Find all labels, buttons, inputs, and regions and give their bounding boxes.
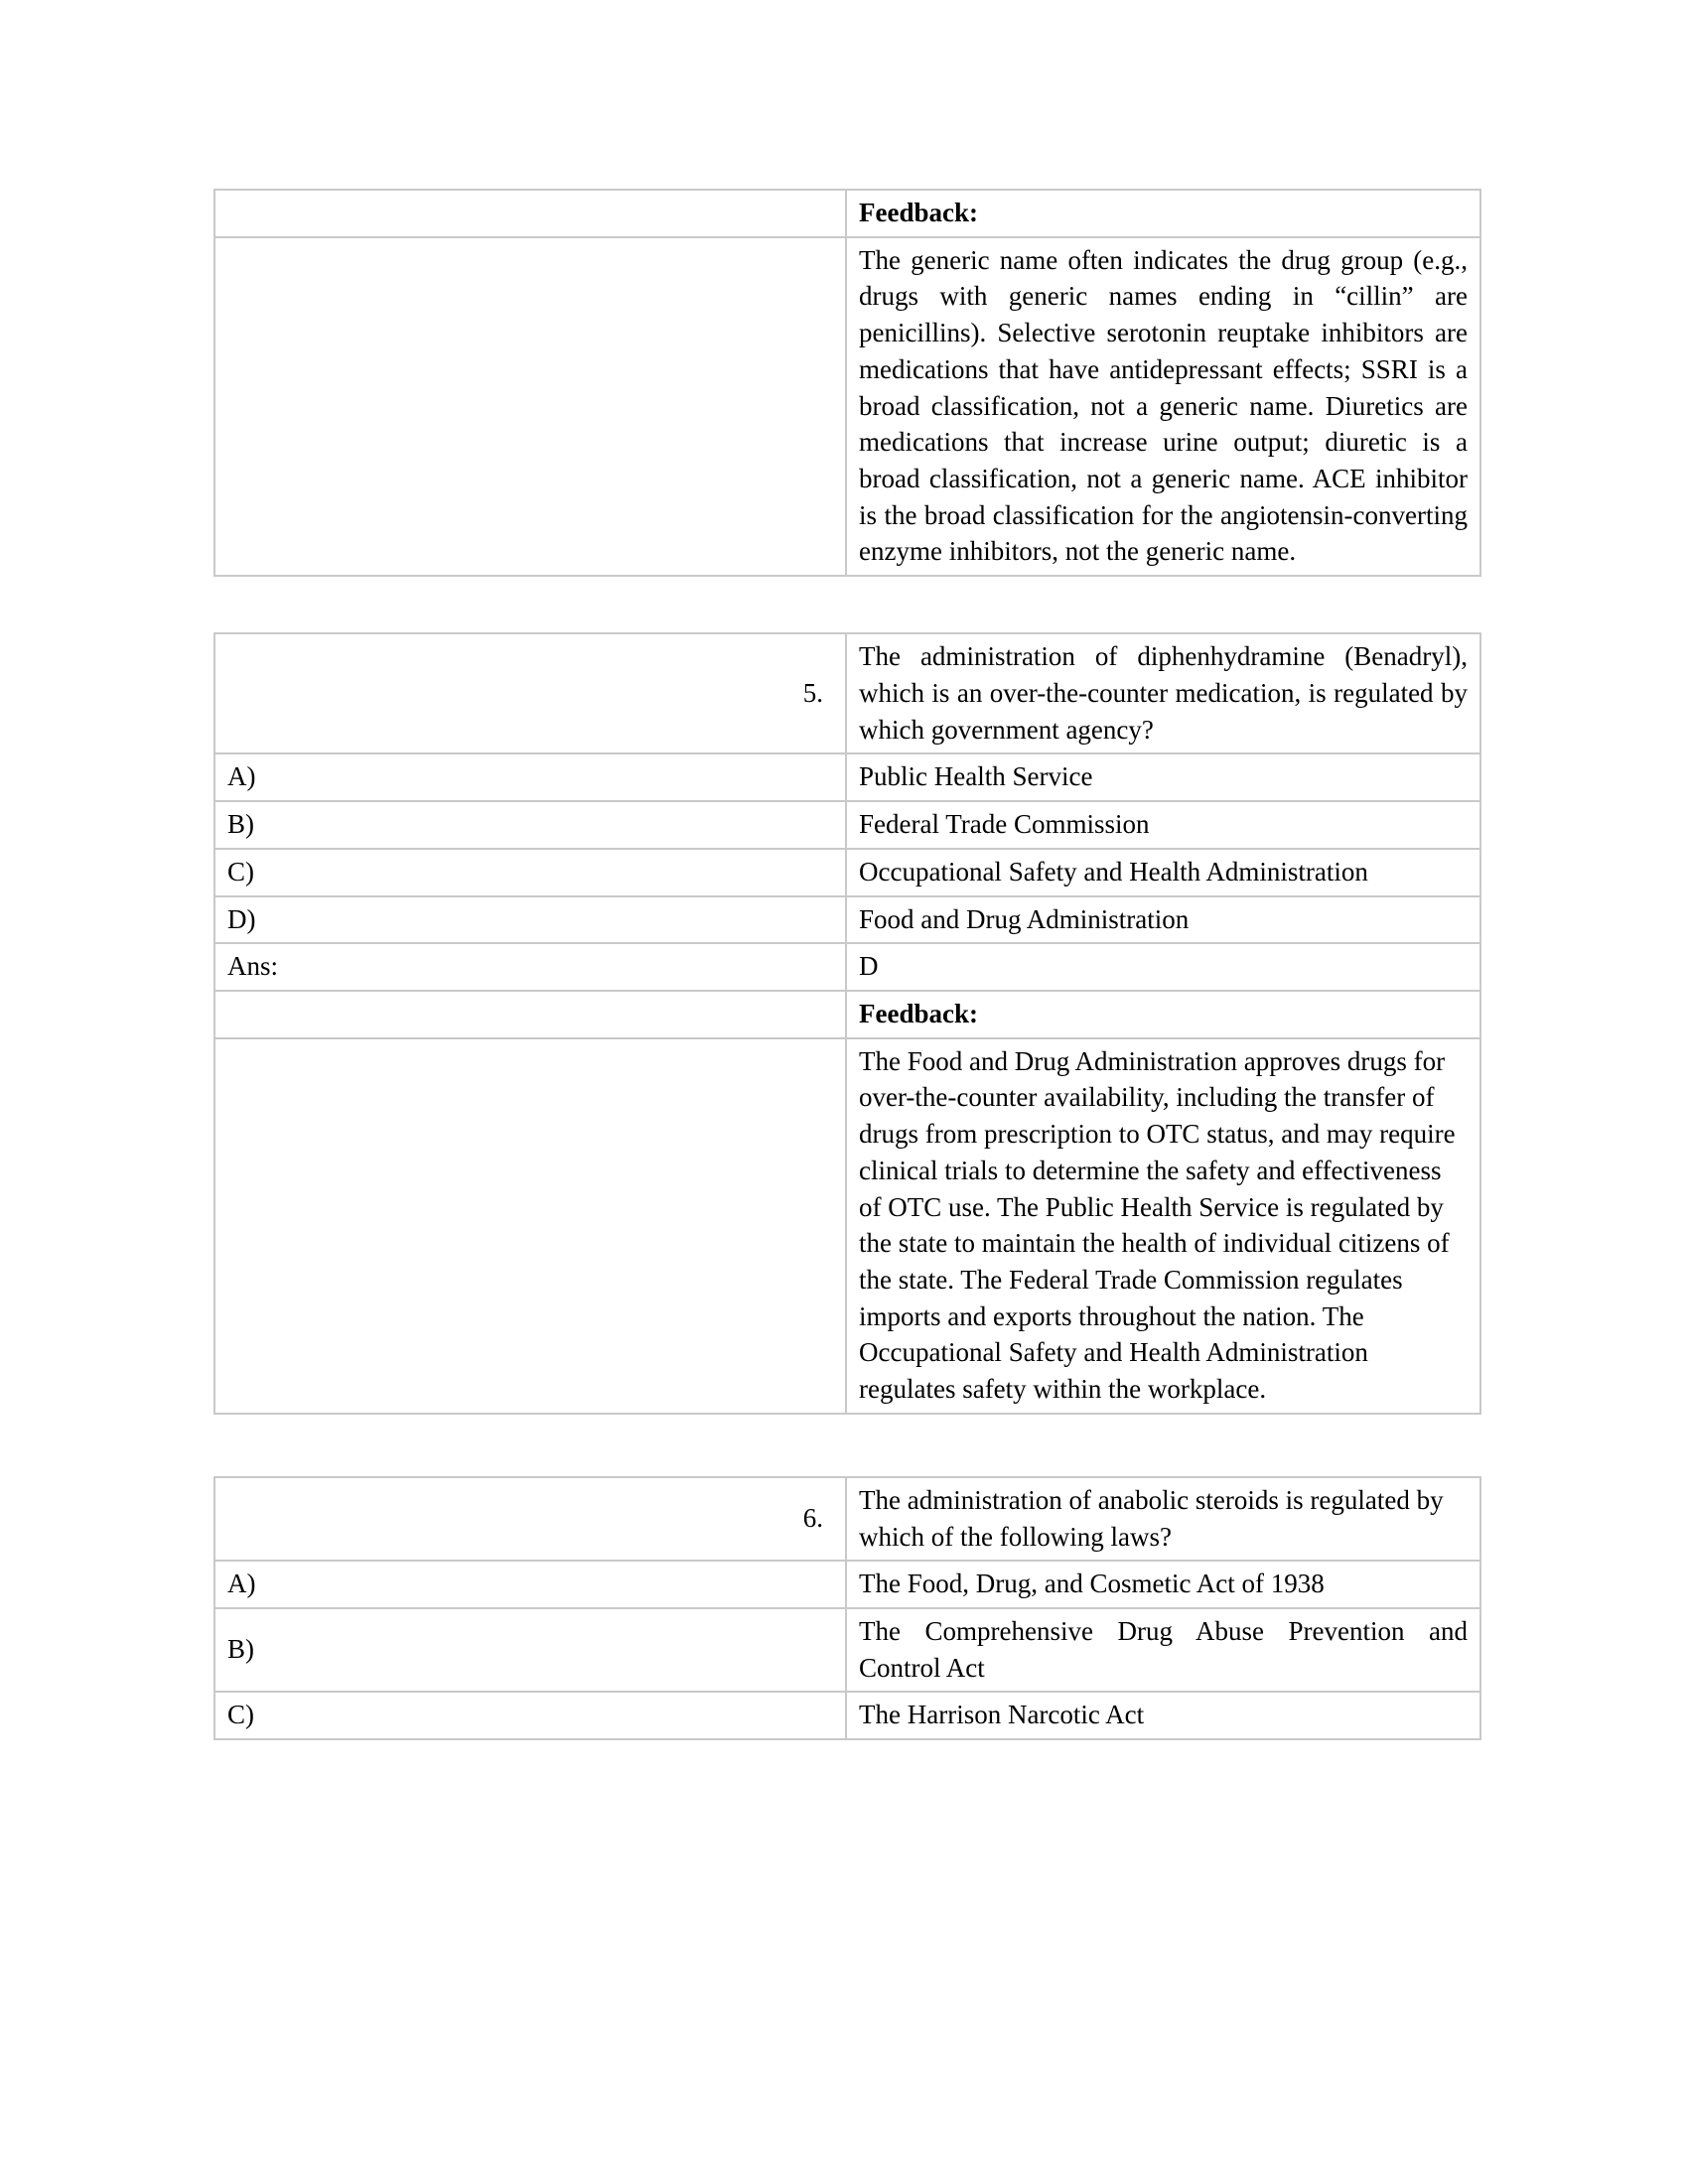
table-row xyxy=(214,237,1480,576)
option-text-c: Occupational Safety and Health Administration xyxy=(846,849,1480,896)
question-table-q6 xyxy=(213,1476,1481,1740)
feedback-label: Feedback: xyxy=(846,991,1480,1038)
option-label-b: B) xyxy=(214,801,846,849)
option-text-d: Food and Drug Administration xyxy=(846,896,1480,944)
option-row-a[interactable] xyxy=(214,1561,1480,1608)
question-table-q5 xyxy=(213,632,1481,1415)
answer-value: D xyxy=(846,943,1480,991)
table-row xyxy=(214,190,1480,237)
feedback-table-q4 xyxy=(213,189,1481,577)
option-row-b[interactable] xyxy=(214,1608,1480,1692)
option-row-c[interactable] xyxy=(214,1692,1480,1739)
option-label-b: B) xyxy=(214,1608,846,1692)
answer-row xyxy=(214,943,1480,991)
option-label-d: D) xyxy=(214,896,846,944)
option-row-b[interactable] xyxy=(214,801,1480,849)
option-label-c: C) xyxy=(214,849,846,896)
option-text-b: Federal Trade Commission xyxy=(846,801,1480,849)
empty-left-cell xyxy=(214,190,846,237)
question-number: 6. xyxy=(214,1477,846,1561)
answer-label: Ans: xyxy=(214,943,846,991)
option-label-c: C) xyxy=(214,1692,846,1739)
question-stem: The administration of diphenhydramine (Benadryl), which is an over-the-counter medication, is regulated by which government agency? xyxy=(846,633,1480,753)
question-stem-row xyxy=(214,1477,1480,1561)
feedback-label: Feedback: xyxy=(846,190,1480,237)
question-stem: The administration of anabolic steroids is regulated by which of the following laws? xyxy=(846,1477,1480,1561)
option-text-b: The Comprehensive Drug Abuse Prevention and Control Act xyxy=(846,1608,1480,1692)
feedback-text: The Food and Drug Administration approves drugs for over-the-counter availability, including the transfer of drugs from prescription to OTC status, and may require clinical trials to determine the safety and effectiveness of OTC use. The Public Health Service is regulated by the state to maintain the health of individual citizens of the state. The Federal Trade Commission regulates imports and exports throughout the nation. The Occupational Safety and Health Administration regulates safety within the workplace. xyxy=(846,1038,1480,1414)
block-spacer xyxy=(213,577,1479,632)
table-row xyxy=(214,991,1480,1038)
table-row xyxy=(214,1038,1480,1414)
option-label-a: A) xyxy=(214,1561,846,1608)
empty-left-cell xyxy=(214,991,846,1038)
block-spacer xyxy=(213,1415,1479,1476)
empty-left-cell xyxy=(214,237,846,576)
empty-left-cell xyxy=(214,1038,846,1414)
option-row-d[interactable] xyxy=(214,896,1480,944)
question-number: 5. xyxy=(214,633,846,753)
option-label-a: A) xyxy=(214,753,846,801)
option-text-c: The Harrison Narcotic Act xyxy=(846,1692,1480,1739)
option-row-c[interactable] xyxy=(214,849,1480,896)
option-row-a[interactable] xyxy=(214,753,1480,801)
feedback-text: The generic name often indicates the drug group (e.g., drugs with generic names ending in “cillin” are penicillins). Selective serotonin reuptake inhibitors are medications that have antidepressant effects; SSRI is a broad classification, not a generic name. Diuretics are medications that increase urine output; diuretic is a broad classification, not a generic name. ACE inhibitor is the broad classification for the angiotensin-converting enzyme inhibitors, not the generic name. xyxy=(846,237,1480,576)
question-stem-row xyxy=(214,633,1480,753)
option-text-a: Public Health Service xyxy=(846,753,1480,801)
option-text-a: The Food, Drug, and Cosmetic Act of 1938 xyxy=(846,1561,1480,1608)
